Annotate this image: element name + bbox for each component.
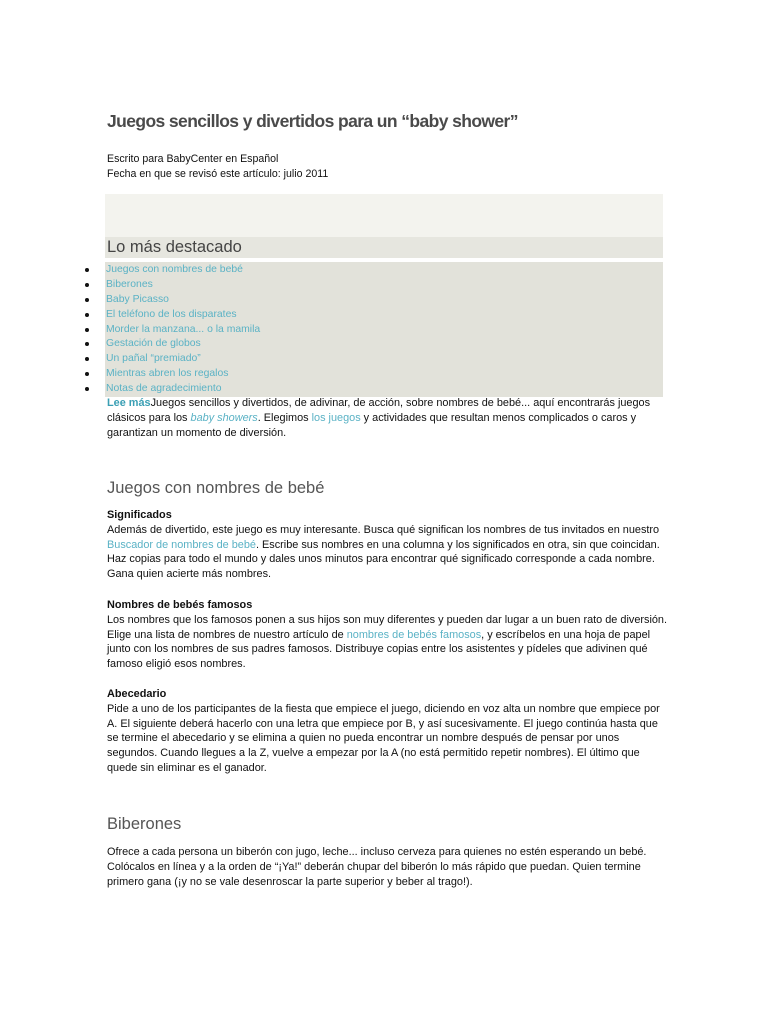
toc-link-biberones[interactable]: Biberones [106,278,153,290]
toc-link-nombres[interactable]: Juegos con nombres de bebé [106,264,243,275]
los-juegos-link[interactable]: los juegos [311,411,361,424]
read-more-link[interactable]: Lee más [107,397,151,409]
highlights-heading: Lo más destacado [107,238,242,256]
toc-link-globos[interactable]: Gestación de globos [106,338,201,350]
bullet-icon [85,328,89,332]
section-heading-biberones: Biberones [107,815,182,833]
bullet-icon [85,268,89,272]
abecedario-block [107,687,667,776]
list-item [80,367,260,382]
bullet-icon [85,357,89,361]
bullet-icon [85,283,89,287]
buscador-nombres-link[interactable]: Buscador de nombres de bebé [107,538,256,551]
toc-link-notas[interactable]: Notas de agradecimiento [106,383,222,395]
article-meta [107,152,328,181]
bullet-icon [85,298,89,302]
toc-link-baby-picasso[interactable]: Baby Picasso [106,293,169,305]
bebes-famosos-link[interactable]: nombres de bebés famosos [346,628,482,641]
paragraph-text: , y escríbelos en una hoja de papel junto con los nombres de sus padres famosos. Distribuye copias entre los asistentes y pídeles que adivinen qué famoso eligió esos nombres. [107,628,651,671]
intro-paragraph [107,396,667,440]
list-item [80,337,260,352]
list-item [80,263,260,278]
list-item [80,278,260,293]
page-title: Juegos sencillos y divertidos para un “baby shower” [107,111,518,131]
subheading-famosos: Nombres de bebés famosos [107,599,253,611]
bullet-icon [85,313,89,317]
byline: Escrito para BabyCenter en Español [107,153,279,165]
toc-link-panal[interactable]: Un pañal “premiado” [106,353,201,365]
intro-text: . Elegimos [257,411,312,424]
list-item [80,308,260,323]
paragraph-text: Además de divertido, este juego es muy interesante. Busca qué significan los nombres de tus invitados en nuestro [107,523,660,536]
review-date: Fecha en que se revisó este artículo: julio 2011 [107,167,329,180]
intro-text: Juegos sencillos y divertidos, de adivinar, de acción, sobre nombres de bebé... aquí encontrarás juegos clásicos para los [107,397,651,424]
highlights-heading-bar [105,237,663,258]
paragraph-text: Pide a uno de los participantes de la fiesta que empiece el juego, diciendo en voz alta un nombre que empiece por A. El siguiente deberá hacerlo con una letra que empiece por B, y así sucesivamente. El juego continúa hasta que se termine el abecedario y se elimina a quien no pueda encontrar un nombre después de pensar por unos segundos. Cuando llegues a la Z, vuelve a empezar por la A (no está permitido repetir nombres). El último que quede sin eliminar es el ganador. [107,702,660,774]
bullet-icon [85,387,89,391]
paragraph-text: Los nombres que los famosos ponen a sus hijos son muy diferentes y pueden dar lugar a un buen rato de diversión. Elige una lista de nombres de nuestro artículo de [107,613,668,641]
list-item [80,352,260,367]
intro-text: y actividades que resultan menos complicados o caros y garantizan un momento de diversión. [107,411,637,439]
famosos-block [107,598,667,672]
list-item [80,323,260,338]
highlights-top-band [105,194,663,237]
toc-link-regalos[interactable]: Mientras abren los regalos [106,368,229,380]
baby-showers-link[interactable]: baby showers [190,411,258,424]
list-item [80,293,260,308]
biberones-block [107,845,667,889]
subheading-significados: Significados [107,509,172,521]
significados-block [107,508,667,582]
toc-link-telefono[interactable]: El teléfono de los disparates [106,308,237,320]
section-heading-nombres: Juegos con nombres de bebé [107,479,325,497]
bullet-icon [85,372,89,376]
bullet-icon [85,342,89,346]
toc-link-manzana[interactable]: Morder la manzana... o la mamila [106,323,261,335]
paragraph-text: Ofrece a cada persona un biberón con jugo, leche... incluso cerveza para quienes no estén esperando un bebé. Colócalos en línea y a la orden de “¡Ya!” deberán chupar del biberón lo más rápido que puedan. Quien termine primero gana (¡y no se vale desenroscar la parte superior y beber al trago!). [107,846,647,888]
list-item [80,382,260,397]
subheading-abecedario: Abecedario [107,688,167,700]
paragraph-text: . Escribe sus nombres en una columna y los significados en otra, sin que coincidan. Haz copias para todo el mundo y dales unos minutos para encontrar qué significado corresponde a cada nombre. Gana quien acierte más nombres. [107,538,660,581]
highlights-list [80,263,260,397]
